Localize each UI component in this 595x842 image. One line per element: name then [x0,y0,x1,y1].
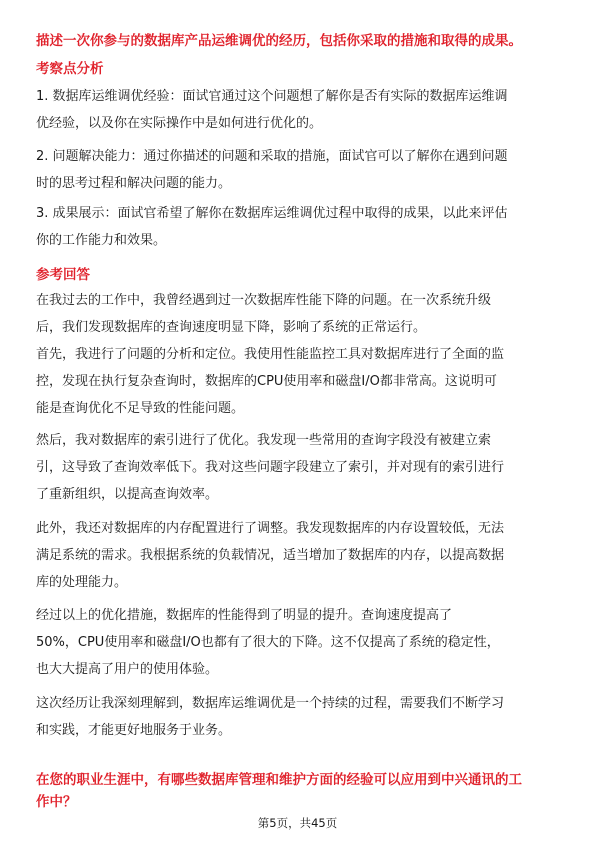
next-question-line: 作中？ [36,794,77,810]
answer-line: 能是查询优化不足导致的性能问题。 [36,401,245,416]
answer-line: 此外，我还对数据库的内存配置进行了调整。我发现数据库的内存设置较低，无法 [36,521,505,536]
answer-line: 满足系统的需求。我根据系统的负载情况，适当增加了数据库的内存，以提高数据 [36,548,505,563]
analysis-item-line: 3. 成果展示：面试官希望了解你在数据库运维调优过程中取得的成果，以此来评估 [36,206,508,221]
next-question-title [36,769,566,813]
answer-line: 库的处理能力。 [36,575,128,590]
answer-line: 和实践，才能更好地服务于业务。 [36,723,232,738]
answer-paragraph-1 [36,287,566,341]
page-number: 第5页，共45页 [257,816,338,830]
analysis-item-line: 1. 数据库运维调优经验：面试官通过这个问题想了解你是否有实际的数据库运维调 [36,89,508,104]
answer-line: 在我过去的工作中，我曾经遇到过一次数据库性能下降的问题。在一次系统升级 [36,293,492,308]
answer-line: 了重新组织，以提高查询效率。 [36,487,219,502]
answer-line: 然后，我对数据库的索引进行了优化。我发现一些常用的查询字段没有被建立索 [36,433,492,448]
answer-line: 这次经历让我深刻理解到，数据库运维调优是一个持续的过程，需要我们不断学习 [36,696,505,711]
answer-paragraph-5 [36,602,566,683]
answer-line: 引，这导致了查询效率低下。我对这些问题字段建立了索引，并对现有的索引进行 [36,460,505,475]
analysis-heading: 考察点分析 [36,61,104,77]
analysis-item-3 [36,200,566,254]
analysis-item-line: 你的工作能力和效果。 [36,233,167,248]
question-title: 描述一次你参与的数据库产品运维调优的经历，包括你采取的措施和取得的成果。 [36,33,522,49]
analysis-item-line: 优经验，以及你在实际操作中是如何进行优化的。 [36,116,323,131]
next-question-line: 在您的职业生涯中，有哪些数据库管理和维护方面的经验可以应用到中兴通讯的工 [36,772,522,788]
answer-line: 控，发现在执行复杂查询时，数据库的CPU使用率和磁盘I/O都非常高。这说明可 [36,374,497,389]
analysis-item-1 [36,83,566,137]
answer-paragraph-4 [36,515,566,596]
answer-paragraph-2 [36,341,566,422]
analysis-item-line: 时的思考过程和解决问题的能力。 [36,176,232,191]
analysis-item-line: 2. 问题解决能力：通过你描述的问题和采取的措施，面试官可以了解你在遇到问题 [36,149,508,164]
answer-line: 经过以上的优化措施，数据库的性能得到了明显的提升。查询速度提高了 [36,608,453,623]
answer-line: 50%，CPU使用率和磁盘I/O也都有了很大的下降。这不仅提高了系统的稳定性， [36,635,500,650]
answer-line: 也大大提高了用户的使用体验。 [36,662,219,677]
answer-paragraph-6 [36,690,566,744]
answer-paragraph-3 [36,427,566,508]
answer-heading: 参考回答 [36,267,90,283]
answer-line: 后，我们发现数据库的查询速度明显下降，影响了系统的正常运行。 [36,320,427,335]
analysis-item-2 [36,143,566,197]
answer-line: 首先，我进行了问题的分析和定位。我使用性能监控工具对数据库进行了全面的监 [36,347,505,362]
